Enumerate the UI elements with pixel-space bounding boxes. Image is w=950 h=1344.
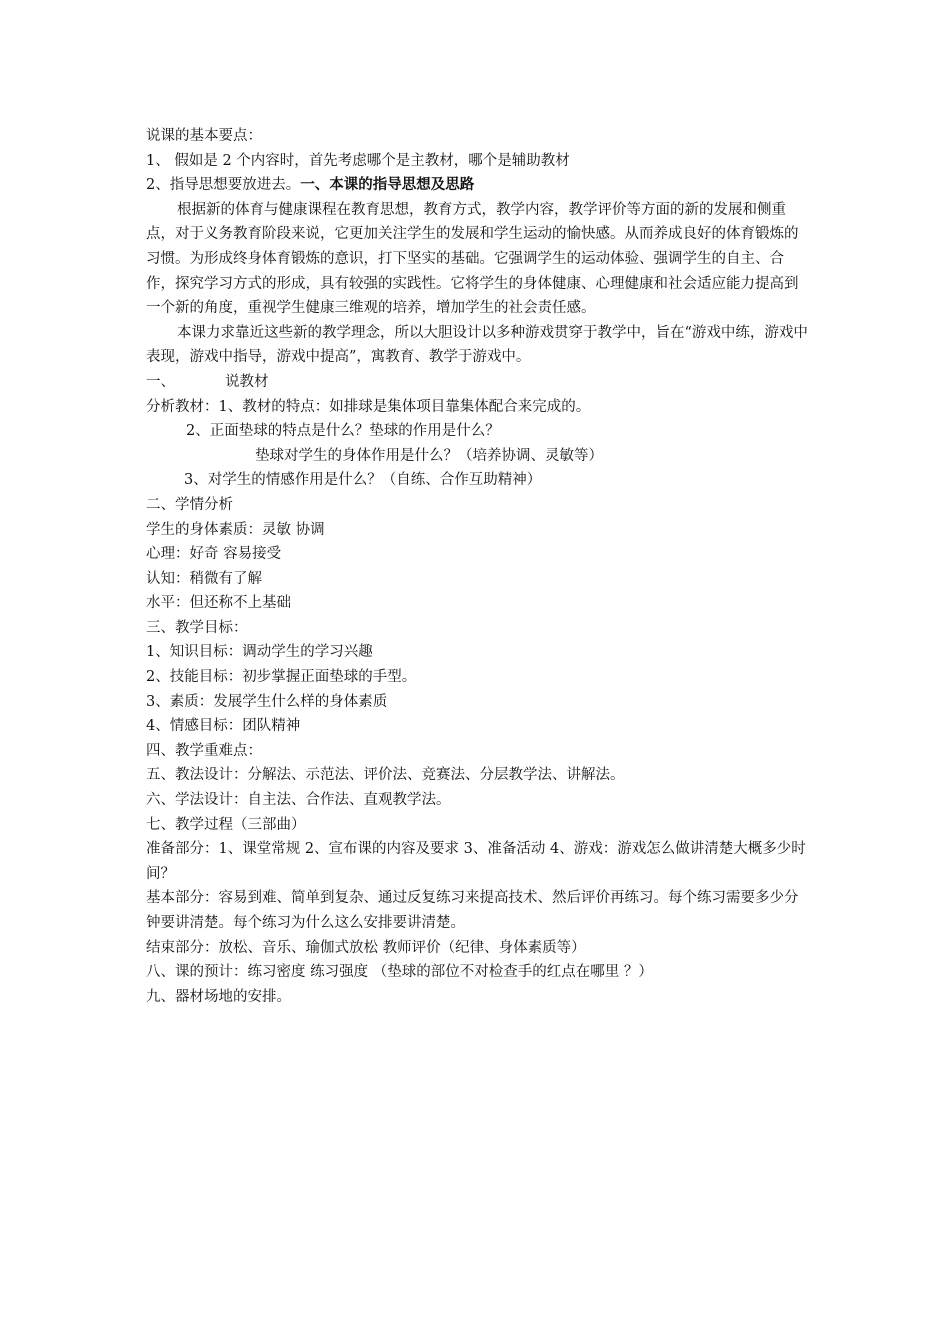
students-level: 水平：但还称不上基础 <box>146 595 291 612</box>
goal-emotion: 4、情感目标：团队精神 <box>146 718 301 735</box>
section-heading-key-points: 四、教学重难点： <box>146 742 262 759</box>
section-title: 说教材 <box>225 373 269 390</box>
materials-item-3: 3、对学生的情感作用是什么？（自练、合作互助精神） <box>184 472 542 489</box>
goal-knowledge: 1、知识目标：调动学生的学习兴趣 <box>146 644 373 661</box>
section-heading-materials <box>146 370 811 395</box>
guiding-paragraph: 根据新的体育与健康课程在教育思想，教育方式，教学内容，教学评价等方面的新的发展和侧重点，对于义务教育阶段来说，它更加关注学生的发展和学生运动的愉快感。从而养成良好的体育锻炼的习惯。为形成终身体育锻炼的意识，打下坚实的基础。它强调学生的运动体验、强调学生的自主、合作，探究学习方式的形成，具有较强的实践性。它将学生的身体健康、心理健康和社会适应能力提高到一个新的角度，重视学生健康三维观的培养，增加学生的社会责任感。 <box>146 201 799 317</box>
teaching-methods: 五、教法设计：分解法、示范法、评价法、竞赛法、分层教学法、讲解法。 <box>146 767 625 784</box>
section-heading-equipment: 九、器材场地的安排。 <box>146 988 291 1005</box>
goal-quality: 3、素质：发展学生什么样的身体素质 <box>146 693 388 710</box>
section-heading-students: 二、学情分析 <box>146 496 233 513</box>
section-number: 一、 <box>146 373 175 390</box>
document-body <box>146 124 811 1009</box>
goal-skill: 2、技能目标：初步掌握正面垫球的手型。 <box>146 669 417 686</box>
process-basic: 基本部分：容易到难、简单到复杂、通过反复练习来提高技术、然后评价再练习。每个练习需要多少分钟要讲清楚。每个练习为什么这么安排要讲清楚。 <box>146 890 799 931</box>
materials-analysis: 分析教材：1、教材的特点：如排球是集体项目靠集体配合来完成的。 <box>146 398 591 415</box>
students-cognition: 认知：稍微有了解 <box>146 570 262 587</box>
section-heading-goals: 三、教学目标： <box>146 619 248 636</box>
point-1: 1、 假如是 2 个内容时，首先考虑哪个是主教材，哪个是辅助教材 <box>146 152 570 169</box>
students-psychology: 心理：好奇 容易接受 <box>146 546 282 563</box>
doc-title: 说课的基本要点： <box>146 128 262 144</box>
section-heading-estimate: 八、课的预计：练习密度 练习强度 （垫球的部位不对检查手的红点在哪里 ？） <box>146 964 653 981</box>
section-heading-process: 七、教学过程（三部曲） <box>146 816 306 833</box>
students-physical: 学生的身体素质：灵敏 协调 <box>146 521 325 538</box>
materials-item-2-sub: 垫球对学生的身体作用是什么？（培养协调、灵敏等） <box>255 447 603 464</box>
process-preparation: 准备部分：1、课堂常规 2、宣布课的内容及要求 3、准备活动 4、游戏：游戏怎么做讲清楚大概多少时间？ <box>146 841 806 882</box>
section-1-heading: 一、本课的指导思想及思路 <box>300 177 475 194</box>
learning-methods: 六、学法设计：自主法、合作法、直观教学法。 <box>146 792 451 809</box>
concept-paragraph: 本课力求靠近这些新的教学理念，所以大胆设计以多种游戏贯穿于教学中，旨在“游戏中练，游戏中表现，游戏中指导，游戏中提高”，寓教育、教学于游戏中。 <box>146 324 808 366</box>
process-ending: 结束部分：放松、音乐、瑜伽式放松 教师评价（纪律、身体素质等） <box>146 939 586 956</box>
point-2 <box>146 173 811 198</box>
point-2-text: 2、指导思想要放进去。 <box>146 177 301 194</box>
materials-item-2: 2、正面垫球的特点是什么？垫球的作用是什么？ <box>186 423 500 440</box>
